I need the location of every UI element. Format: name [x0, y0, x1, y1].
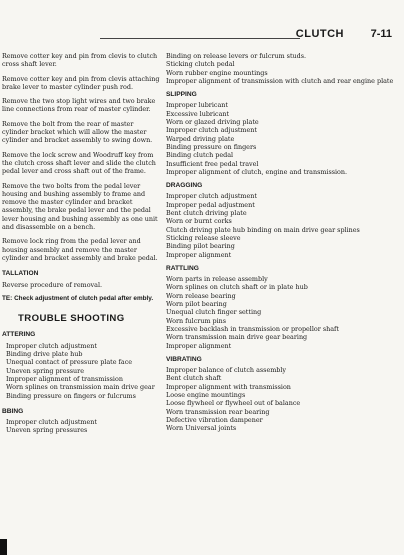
list-item: Uneven spring pressure — [6, 366, 84, 375]
list-item: Sticking clutch pedal — [166, 60, 235, 69]
list-item: Defective vibration dampener — [166, 415, 263, 424]
step-7: Remove lock ring from the pedal lever and housing assembly and remove the master cylinder and bracket assembly and brake pedal. — [2, 237, 158, 262]
list-item: Improper alignment with transmission — [166, 382, 291, 391]
list-item: Worn splines on clutch shaft or in plate hub — [166, 283, 308, 292]
list-item: Improper alignment of transmission — [6, 374, 123, 383]
installation-text: Reverse procedure of removal. — [2, 280, 103, 289]
chattering-list — [2, 342, 160, 400]
dragging-heading: DRAGGING — [166, 182, 203, 190]
list-item: Worn transmission main drive gear bearing — [166, 333, 308, 342]
list-item: Unequal contact of pressure plate face — [6, 358, 133, 367]
rattling-section — [166, 265, 396, 350]
list-item: Worn transmission rear bearing — [166, 407, 270, 416]
step-1: Remove cotter key and pin from clevis to clutch cross shaft lever. — [2, 52, 158, 69]
list-item: Warped driving plate — [166, 134, 235, 143]
list-item: Binding on release levers or fulcrum studs. — [166, 52, 307, 60]
list-item: Improper pedal adjustment — [166, 200, 255, 209]
right-column — [166, 52, 396, 438]
step-5: Remove the lock screw and Woodruff key from the clutch cross shaft lever and slide the clutch pedal lever and cross shaft out of the frame. — [2, 150, 156, 176]
step-3: Remove the two stop light wires and two brake line connections from rear of master cylinder. — [2, 97, 156, 114]
slipping-heading: SLIPPING — [166, 91, 197, 99]
list-item: Bent clutch driving plate — [166, 209, 247, 218]
list-item: Improper clutch adjustment — [6, 341, 97, 350]
list-item: Sticking release sleeve — [166, 233, 241, 242]
step-4: Remove the bolt from the rear of master cylinder bracket which will allow the master cylinder and bracket assembly to swing down. — [2, 119, 153, 145]
list-item: Binding pilot bearing — [166, 242, 235, 251]
list-item: Improper clutch adjustment — [6, 418, 97, 427]
list-item: Binding pressure on fingers or fulcrums — [6, 391, 136, 400]
step-2: Remove cotter key and pin from clevis attaching brake lever to master cylinder push rod. — [2, 74, 160, 91]
list-item: Worn splines on transmission main drive gear — [6, 383, 155, 392]
list-item: Worn pilot bearing — [166, 300, 227, 309]
chattering-heading: ATTERING — [2, 331, 36, 339]
installation-note: TE: Check adjustment of clutch pedal after embly. — [2, 294, 154, 302]
list-item: Improper clutch adjustment — [166, 126, 257, 135]
list-item: Improper alignment — [166, 250, 232, 259]
list-item: Loose flywheel or flywheel out of balance — [166, 399, 301, 408]
page-number: 7-11 — [370, 28, 392, 40]
list-item: Excessive backlash in transmission or propellor shaft — [166, 324, 339, 333]
list-item: Unequal clutch finger setting — [166, 308, 262, 317]
section-title: CLUTCH — [295, 28, 344, 40]
list-item: Improper alignment of transmission with clutch and rear engine plate — [166, 76, 394, 85]
binding-edge-mark — [0, 539, 7, 555]
list-item: Clutch driving plate hub binding on main drive gear splines — [166, 225, 360, 234]
list-item: Excessive lubricant — [166, 109, 230, 118]
list-item: Improper balance of clutch assembly — [166, 366, 287, 375]
list-item: Worn rubber engine mountings — [166, 68, 268, 77]
vibrating-heading: VIBRATING — [166, 355, 202, 363]
rattling-heading: RATTLING — [166, 264, 199, 272]
step-6: Remove the two bolts from the pedal lever housing and bushing assembly to frame and remove the master cylinder and bracket assembly, the brake pedal lever and the pedal lever housing and bushing assembly as one unit and disassemble on a bench. — [2, 181, 158, 232]
list-item: Binding clutch pedal — [166, 151, 234, 160]
grabbing-list — [2, 418, 160, 435]
list-item: Improper clutch adjustment — [166, 192, 257, 201]
grabbing-heading: BBING — [2, 407, 24, 415]
list-item: Binding pressure on fingers — [166, 142, 257, 151]
slipping-section — [166, 91, 396, 176]
installation-heading: TALLATION — [2, 270, 39, 278]
page-header — [100, 28, 392, 44]
continued-list — [166, 52, 396, 85]
list-item: Worn or burnt corks — [166, 217, 232, 226]
list-item: Bent clutch shaft — [166, 374, 222, 383]
list-item: Worn fulcrum pins — [166, 316, 227, 325]
left-column — [2, 52, 160, 435]
list-item: Improper alignment of clutch, engine and transmission. — [166, 167, 348, 176]
header-rule — [100, 38, 300, 39]
list-item: Worn Universal joints — [166, 424, 237, 433]
list-item: Insufficient free pedal travel — [166, 159, 259, 168]
list-item: Loose engine mountings — [166, 390, 246, 399]
list-item: Worn release bearing — [166, 291, 236, 300]
list-item: Binding drive plate hub — [6, 350, 83, 359]
list-item: Worn parts in release assembly — [166, 275, 268, 284]
list-item: Improper alignment — [166, 341, 232, 350]
list-item: Improper lubricant — [166, 101, 228, 110]
dragging-section — [166, 182, 396, 259]
list-item: Worn or glazed driving plate — [166, 118, 259, 127]
trouble-shooting-heading: TROUBLE SHOOTING — [18, 313, 125, 325]
list-item: Uneven spring pressures — [6, 426, 88, 435]
vibrating-section — [166, 356, 396, 433]
